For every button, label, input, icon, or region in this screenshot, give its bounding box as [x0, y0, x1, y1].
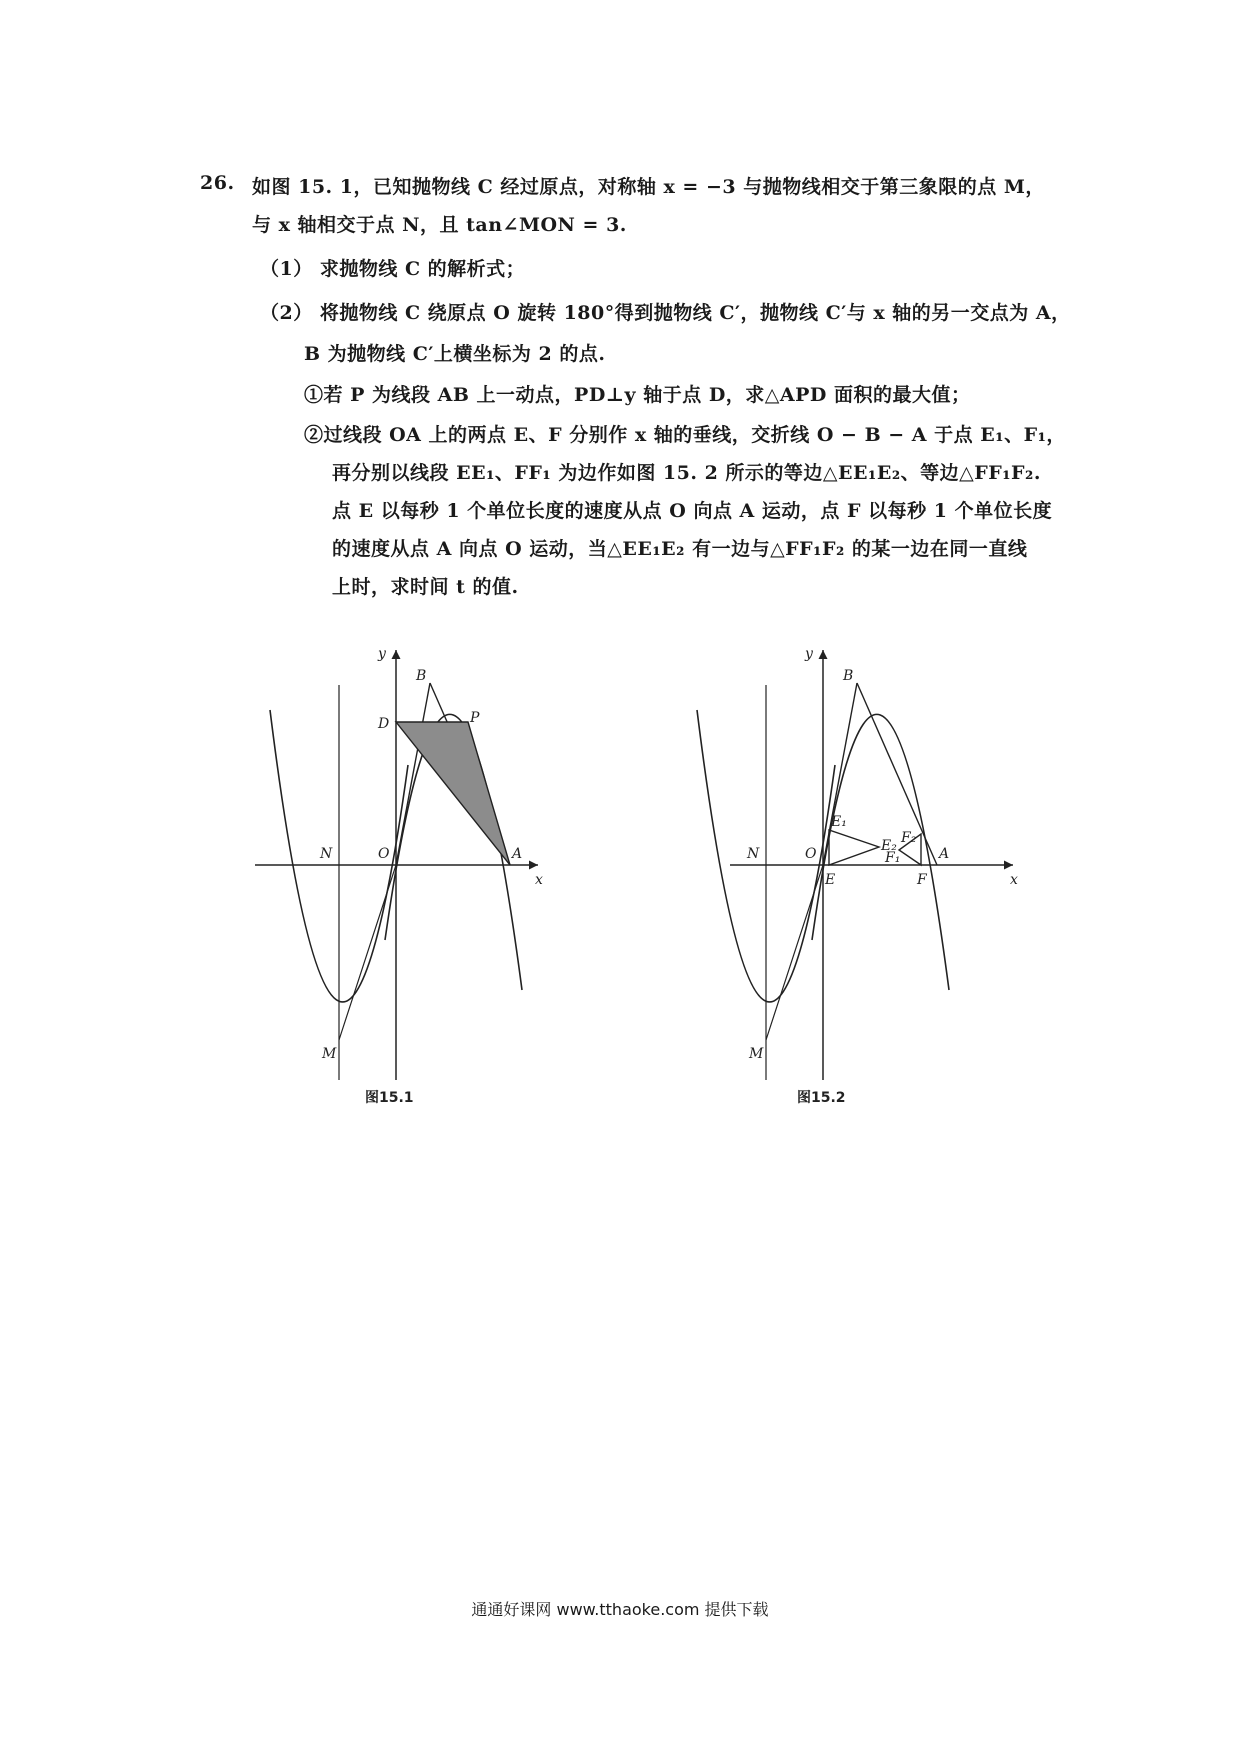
problem-text-line: 与 x 轴相交于点 N，且 tan∠MON = 3.	[252, 214, 627, 236]
label-m: M	[749, 1046, 764, 1062]
label-f2: F₂	[901, 830, 917, 846]
label-p: P	[470, 710, 480, 726]
label-b: B	[843, 668, 854, 684]
label-x: x	[535, 872, 543, 888]
subquestion-2-text: 点 E 以每秒 1 个单位长度的速度从点 O 向点 A 运动，点 F 以每秒 1 个单位长度	[332, 500, 1053, 522]
triangle-ee1e2	[829, 830, 879, 865]
label-e2: E₂	[881, 838, 897, 854]
segment-ob	[396, 683, 430, 865]
triangle-apd	[396, 722, 510, 865]
label-n: N	[747, 846, 760, 862]
figure-caption: 图15.1	[365, 1090, 414, 1106]
question-2-text: B 为抛物线 C′上横坐标为 2 的点.	[304, 343, 606, 365]
problem-number: 26.	[200, 172, 235, 194]
figure-caption: 图15.2	[797, 1090, 846, 1106]
question-2: （2） 将抛物线 C 绕原点 O 旋转 180°得到抛物线 C′，抛物线 C′与 x 轴的另一交点为 A，	[260, 302, 1071, 324]
figure-15-1	[270, 640, 610, 1110]
label-a: A	[939, 846, 950, 862]
label-y: y	[805, 646, 813, 662]
segment-ba	[857, 683, 937, 865]
label-m: M	[322, 1046, 337, 1062]
label-x: x	[1010, 872, 1018, 888]
label-e1: E₁	[831, 814, 847, 830]
segment-om	[339, 865, 396, 1040]
subquestion-2-text: 的速度从点 A 向点 O 运动，当△EE₁E₂ 有一边与△FF₁F₂ 的某一边在同一直线	[332, 538, 1028, 560]
label-f: F	[917, 872, 927, 888]
question-1: （1） 求抛物线 C 的解析式；	[260, 258, 526, 280]
label-f1: F₁	[885, 850, 901, 866]
label-d: D	[378, 716, 390, 732]
label-y: y	[378, 646, 386, 662]
label-o: O	[378, 846, 390, 862]
figure-15-2	[745, 640, 1085, 1110]
label-e: E	[825, 872, 836, 888]
label-n: N	[320, 846, 333, 862]
segment-om	[766, 865, 823, 1040]
problem-text-line: 如图 15. 1，已知抛物线 C 经过原点，对称轴 x = −3 与抛物线相交于第三象限的点 M，	[252, 176, 1045, 198]
subquestion-2-text: 上时，求时间 t 的值.	[332, 576, 519, 598]
label-o: O	[805, 846, 817, 862]
subquestion-2-text: 再分别以线段 EE₁、FF₁ 为边作如图 15. 2 所示的等边△EE₁E₂、等边△FF₁F₂.	[332, 462, 1041, 484]
label-b: B	[416, 668, 427, 684]
subquestion-2: ②过线段 OA 上的两点 E、F 分别作 x 轴的垂线，交折线 O − B − A 于点 E₁、F₁，	[304, 424, 1066, 446]
subquestion-1: ①若 P 为线段 AB 上一动点，PD⊥y 轴于点 D，求△APD 面积的最大值；	[304, 384, 971, 406]
footer-source: 通通好课网 www.tthaoke.com 提供下载	[471, 1600, 769, 1619]
label-a: A	[512, 846, 523, 862]
